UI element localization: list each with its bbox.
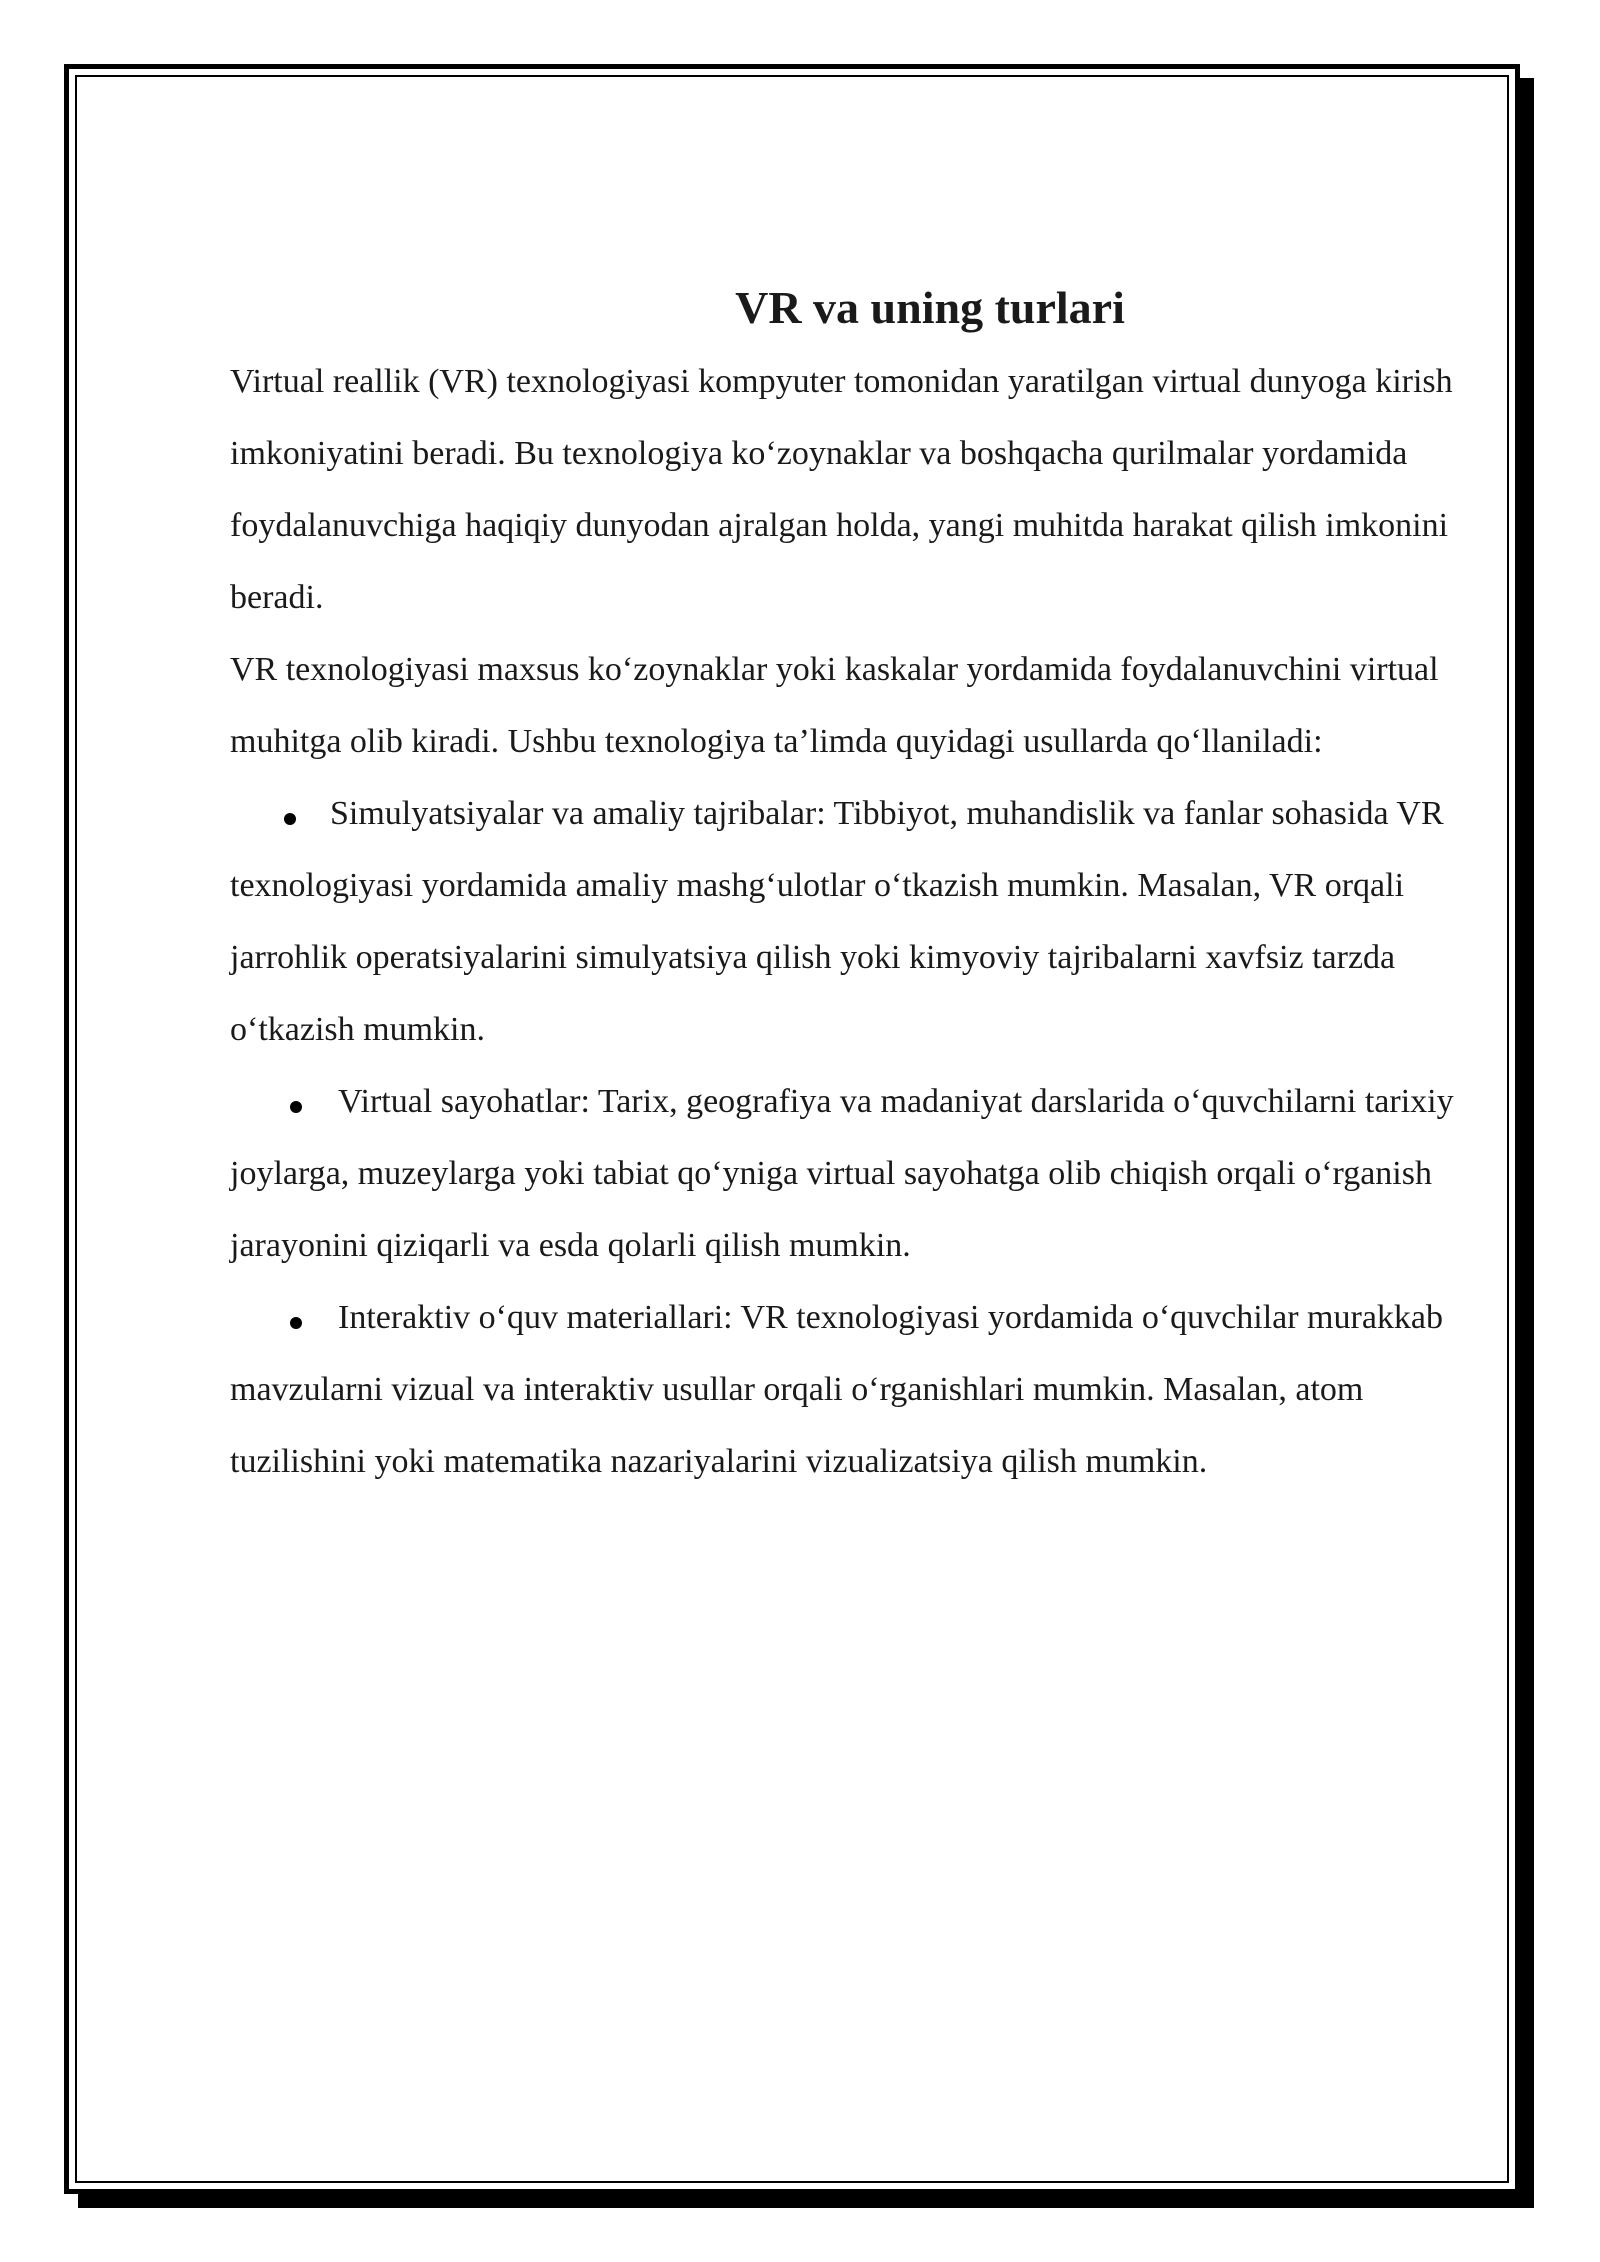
intro-paragraph: Virtual reallik (VR) texnologiyasi kompyuter tomonidan yaratilgan virtual dunyoga kirish imkoniyatini beradi. Bu texnologiya ko‘zoynaklar va boshqacha qurilmalar yordamida foydalanuvchiga haqiqiy dunyodan ajralgan holda, yangi muhitda harakat qilish imkonini beradi. xyxy=(230,363,1453,616)
bullet-item-virtual-tours xyxy=(230,1066,1490,1282)
bullet-text: Virtual sayohatlar: Tarix, geografiya va madaniyat darslarida o‘quvchilarni tarixiy joylarga, muzeylarga yoki tabiat qo‘yniga virtual sayohatga olib chiqish orqali o‘rganish jarayonini qiziqarli va esda qolarli qilish mumkin. xyxy=(230,1083,1454,1264)
document-body xyxy=(230,276,1490,1498)
usage-paragraph: VR texnologiyasi maxsus ko‘zoynaklar yoki kaskalar yordamida foydalanuvchini virtual muhitga olib kiradi. Ushbu texnologiya ta’limda quyidagi usullarda qo‘llaniladi: xyxy=(230,651,1439,760)
bullet-text: Interaktiv o‘quv materiallari: VR texnologiyasi yordamida o‘quvchilar murakkab mavzularni vizual va interaktiv usullar orqali o‘rganishlari mumkin. Masalan, atom tuzilishini yoki matematika nazariyalarini vizualizatsiya qilish mumkin. xyxy=(230,1299,1443,1480)
document-title: VR va uning turlari xyxy=(735,282,1125,333)
bullet-text: Simulyatsiyalar va amaliy tajribalar: Tibbiyot, muhandislik va fanlar sohasida VR texnologiyasi yordamida amaliy mashg‘ulotlar o‘tkazish mumkin. Masalan, VR orqali jarrohlik operatsiyalarini simulyatsiya qilish yoki kimyoviy tajribalarni xavfsiz tarzda o‘tkazish mumkin. xyxy=(230,795,1444,1048)
bullet-item-interactive-materials xyxy=(230,1282,1490,1498)
bullet-item-simulations xyxy=(230,778,1490,1066)
